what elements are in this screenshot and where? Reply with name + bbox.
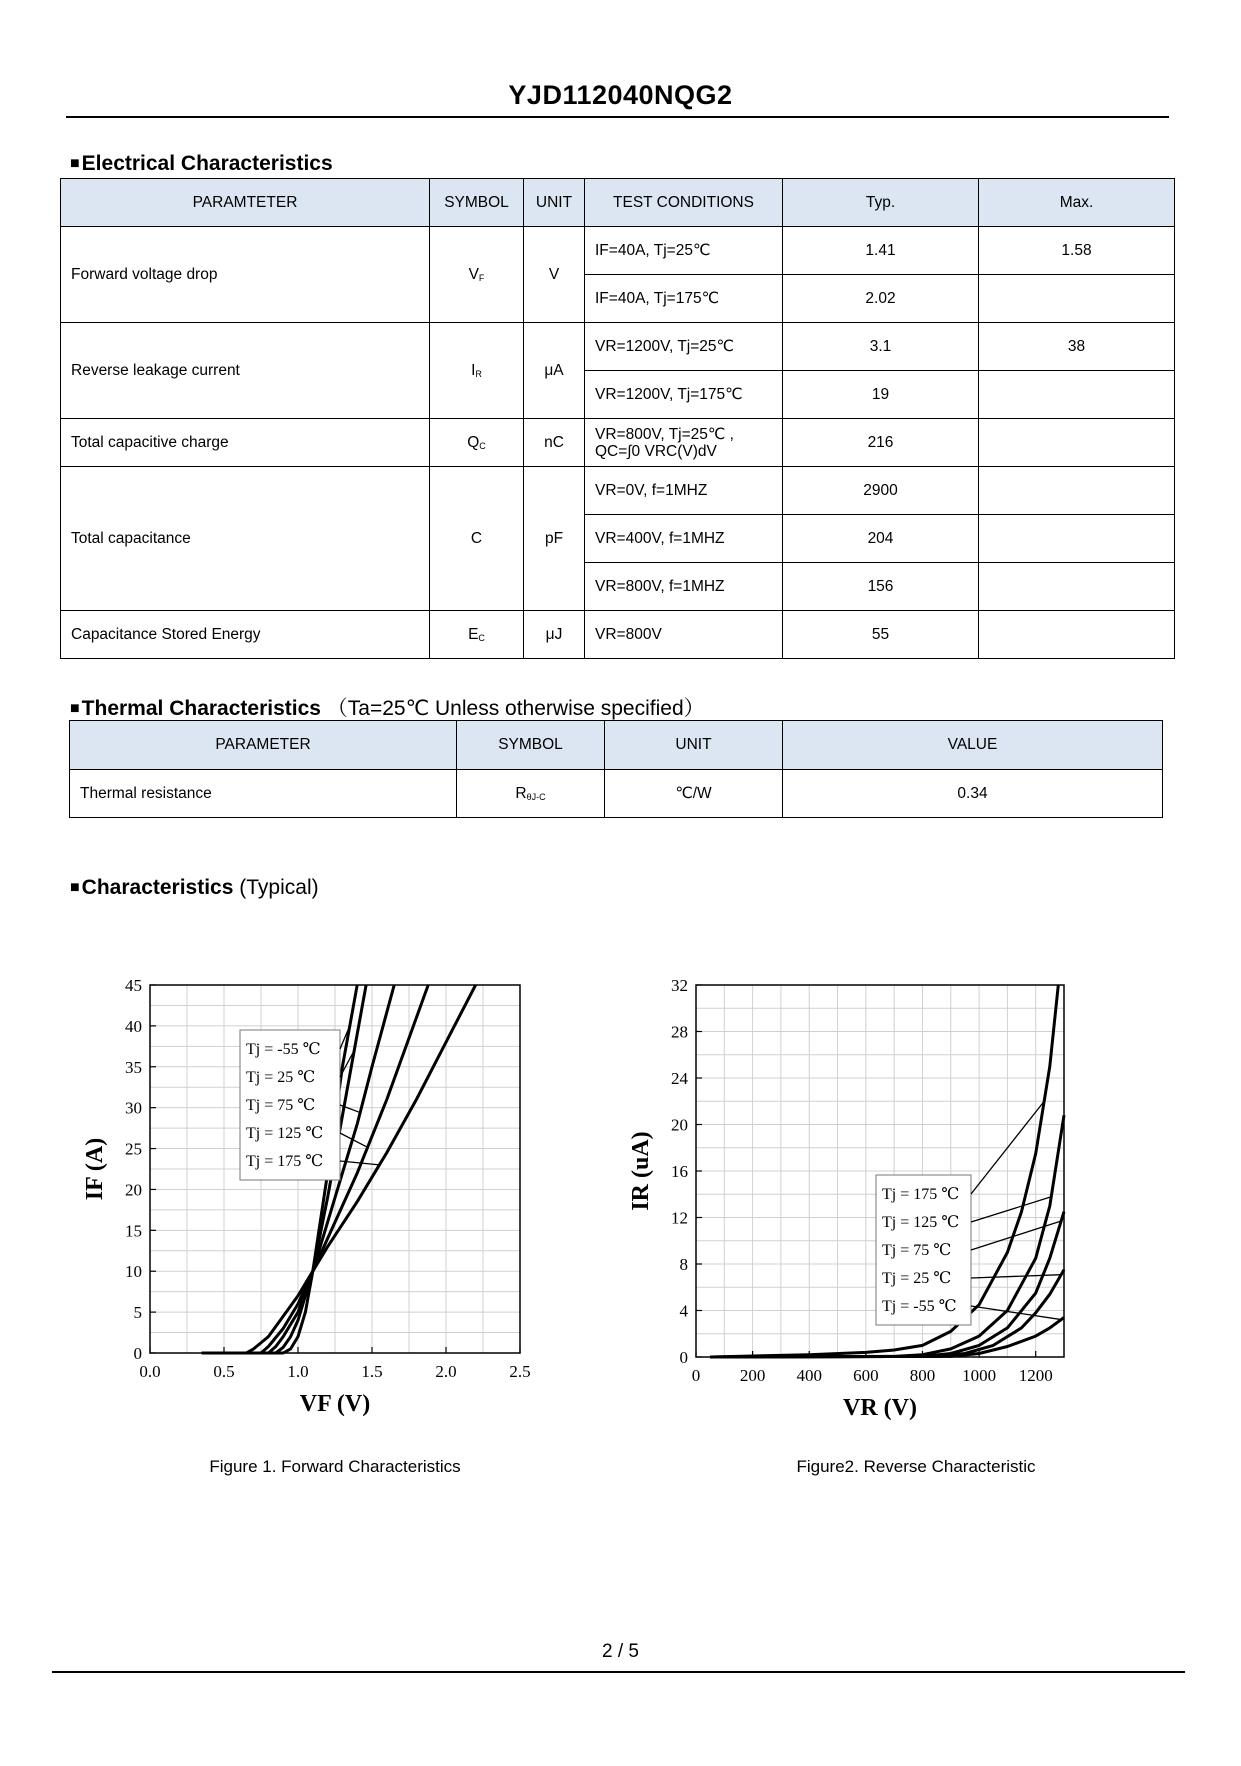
typ-cell: 156 — [783, 563, 979, 611]
max-cell — [979, 515, 1175, 563]
y-tick-label: 20 — [671, 1115, 688, 1135]
typ-cell: 3.1 — [783, 323, 979, 371]
table-row — [61, 419, 1175, 467]
legend-label: Tj = 175 ℃ — [882, 1186, 960, 1203]
legend-label: Tj = -55 ℃ — [246, 1041, 321, 1058]
param-cell: Capacitance Stored Energy — [61, 611, 430, 659]
symbol-cell: C — [430, 467, 524, 611]
unit-cell: μJ — [524, 611, 585, 659]
y-tick-label: 12 — [671, 1208, 688, 1228]
condition-cell: VR=0V, f=1MHZ — [585, 467, 783, 515]
y-tick-label: 0 — [679, 1348, 688, 1367]
forward-characteristics-chart — [82, 970, 585, 1435]
y-tick-label: 24 — [671, 1069, 688, 1088]
table-row — [70, 770, 1163, 818]
figure2-caption: Figure2. Reverse Characteristic — [796, 1457, 1036, 1476]
legend-label: Tj = 25 ℃ — [246, 1069, 316, 1086]
max-cell — [979, 371, 1175, 419]
col-header: PARAMETER — [70, 721, 457, 770]
y-tick-label: 45 — [125, 976, 142, 995]
col-header: PARAMTETER — [61, 179, 430, 227]
condition-cell: VR=1200V, Tj=25℃ — [585, 323, 783, 371]
x-tick-label: 0.5 — [213, 1362, 235, 1381]
param-cell: Reverse leakage current — [61, 323, 430, 419]
x-tick-label: 2.0 — [435, 1362, 457, 1381]
condition-cell: VR=400V, f=1MHZ — [585, 515, 783, 563]
chart-svg — [628, 970, 1136, 1430]
electrical-heading: ■Electrical Characteristics — [70, 152, 333, 175]
condition-cell — [585, 419, 783, 467]
condition-line: QC=∫0 VRC(V)dV — [595, 442, 717, 460]
condition-cell: IF=40A, Tj=175℃ — [585, 275, 783, 323]
x-tick-label: 0 — [691, 1366, 701, 1385]
max-cell — [979, 467, 1175, 515]
max-cell — [979, 611, 1175, 659]
y-tick-label: 30 — [125, 1098, 142, 1118]
symbol-cell: $V_F$ — [430, 227, 524, 323]
unit-cell: μA — [524, 323, 585, 419]
x-tick-label: 600 — [853, 1366, 879, 1385]
y-axis-label: IR (uA) — [628, 1131, 654, 1211]
table-row — [61, 611, 1175, 659]
condition-cell: VR=800V, f=1MHZ — [585, 563, 783, 611]
typ-cell: 204 — [783, 515, 979, 563]
thermal-heading: ■Thermal Characteristics （Ta=25℃ Unless otherwise specified） — [70, 697, 705, 720]
x-axis-label: VR (V) — [843, 1395, 917, 1421]
col-header: Typ. — [783, 179, 979, 227]
symbol-cell: $E_C$ — [430, 611, 524, 659]
typ-cell: 1.41 — [783, 227, 979, 275]
x-axis-label: VF (V) — [299, 1391, 371, 1417]
param-cell: Total capacitance — [61, 467, 430, 611]
max-cell — [979, 275, 1175, 323]
unit-cell: pF — [524, 467, 585, 611]
legend-label: Tj = 125 ℃ — [882, 1214, 960, 1231]
legend-label: Tj = 75 ℃ — [882, 1242, 952, 1259]
electrical-table — [60, 178, 1175, 659]
y-tick-label: 10 — [125, 1262, 142, 1282]
header-rule — [66, 116, 1169, 118]
y-tick-label: 40 — [125, 1016, 142, 1036]
y-tick-label: 15 — [125, 1221, 142, 1241]
table-header-row — [70, 721, 1163, 770]
legend-arrow — [971, 1197, 1051, 1222]
max-cell — [979, 419, 1175, 467]
symbol-cell: $R_{\theta J-C}$ — [457, 770, 605, 818]
x-tick-label: 1.5 — [361, 1362, 383, 1381]
value-cell: 0.34 — [783, 770, 1163, 818]
max-cell — [979, 563, 1175, 611]
legend-label: Tj = 175 ℃ — [246, 1153, 324, 1170]
typ-cell: 2.02 — [783, 275, 979, 323]
x-tick-label: 400 — [796, 1366, 822, 1385]
typ-cell: 19 — [783, 371, 979, 419]
col-header: Max. — [979, 179, 1175, 227]
y-tick-label: 0 — [133, 1344, 142, 1363]
legend-label: Tj = 125 ℃ — [246, 1125, 324, 1142]
x-tick-label: 2.5 — [509, 1362, 531, 1381]
param-cell: Forward voltage drop — [61, 227, 430, 323]
figure1-caption: Figure 1. Forward Characteristics — [209, 1457, 461, 1476]
y-tick-label: 20 — [125, 1180, 142, 1200]
col-header: TEST CONDITIONS — [585, 179, 783, 227]
legend-label: Tj = -55 ℃ — [882, 1298, 957, 1315]
x-tick-label: 200 — [739, 1366, 766, 1385]
unit-cell: ℃/W — [605, 770, 783, 818]
symbol-cell: $Q_C$ — [430, 419, 524, 467]
max-cell: 38 — [979, 323, 1175, 371]
y-axis-label: IF (A) — [82, 1137, 108, 1201]
symbol-cell: $I_R$ — [430, 323, 524, 419]
table-row — [61, 467, 1175, 515]
col-header: SYMBOL — [457, 721, 605, 770]
x-tick-label: 0.0 — [139, 1362, 161, 1381]
legend-label: Tj = 25 ℃ — [882, 1270, 952, 1287]
col-header: UNIT — [605, 721, 783, 770]
condition-line: VR=800V, Tj=25℃ , — [595, 425, 734, 443]
table-row — [61, 323, 1175, 371]
thermal-table — [69, 720, 1163, 818]
characteristics-note: (Typical) — [239, 876, 319, 899]
x-tick-label: 1.0 — [287, 1362, 309, 1381]
col-header: SYMBOL — [430, 179, 524, 227]
x-tick-label: 1000 — [962, 1366, 997, 1385]
x-tick-label: 1200 — [1018, 1366, 1053, 1385]
page-number: 2 / 5 — [602, 1641, 639, 1662]
typ-cell: 2900 — [783, 467, 979, 515]
document-title: YJD112040NQG2 — [508, 80, 733, 110]
condition-cell: VR=1200V, Tj=175℃ — [585, 371, 783, 419]
thermal-note: （Ta=25℃ Unless otherwise specified） — [326, 697, 705, 720]
reverse-characteristics-chart — [628, 970, 1136, 1435]
condition-cell: IF=40A, Tj=25℃ — [585, 227, 783, 275]
legend-label: Tj = 75 ℃ — [246, 1097, 316, 1114]
typ-cell: 55 — [783, 611, 979, 659]
table-header-row — [61, 179, 1175, 227]
x-tick-label: 800 — [909, 1366, 936, 1385]
table-row — [61, 227, 1175, 275]
param-cell: Thermal resistance — [70, 770, 457, 818]
col-header: VALUE — [783, 721, 1163, 770]
unit-cell: V — [524, 227, 585, 323]
y-tick-label: 28 — [671, 1022, 688, 1042]
footer-rule — [52, 1671, 1185, 1673]
chart-svg — [82, 970, 585, 1430]
unit-cell: nC — [524, 419, 585, 467]
y-tick-label: 16 — [671, 1162, 688, 1181]
condition-cell: VR=800V — [585, 611, 783, 659]
legend-arrow — [971, 1275, 1061, 1278]
y-tick-label: 8 — [679, 1255, 688, 1274]
y-tick-label: 32 — [671, 976, 688, 995]
col-header: UNIT — [524, 179, 585, 227]
y-tick-label: 5 — [133, 1303, 142, 1323]
param-cell: Total capacitive charge — [61, 419, 430, 467]
characteristics-heading: ■Characteristics (Typical) — [70, 876, 319, 899]
y-tick-label: 25 — [125, 1139, 142, 1159]
y-tick-label: 35 — [125, 1057, 142, 1077]
y-tick-label: 4 — [679, 1301, 688, 1321]
typ-cell: 216 — [783, 419, 979, 467]
max-cell: 1.58 — [979, 227, 1175, 275]
